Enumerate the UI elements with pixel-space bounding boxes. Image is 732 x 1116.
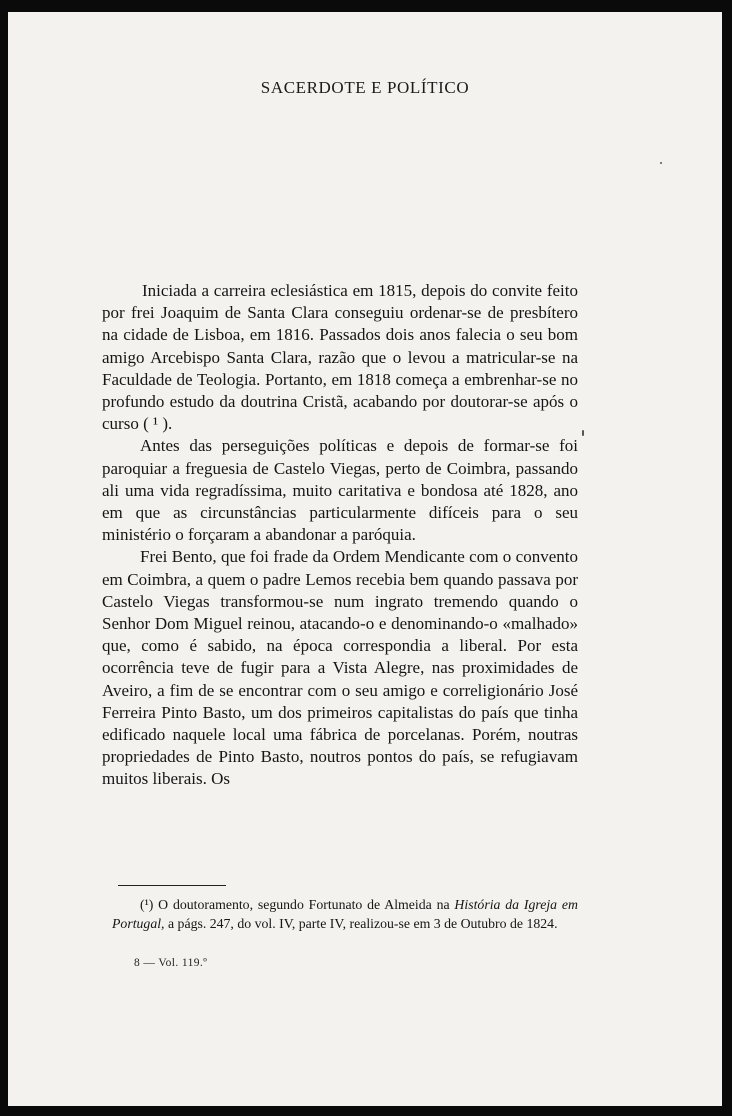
running-head: SACERDOTE E POLÍTICO: [260, 78, 470, 97]
book-page: [8, 12, 722, 1106]
paragraph-3: Frei Bento, que foi frade da Ordem Mendicante com o convento em Coimbra, a quem o padre Lemos recebia bem quando passava por Castelo Viegas transformou-se num ingrato tremendo quando o Senhor Dom Miguel reinou, atacando-o e denominando-o «malhado» que, como é sabido, na época correspondia a liberal. Por esta ocorrência teve de fugir para a Vista Alegre, nas proximidades de Aveiro, a fim de se encontrar com o seu amigo e correligionário José Ferreira Pinto Basto, um dos primeiros capitalistas do país que tinha edificado naquele local uma fábrica de porcelanas. Porém, noutras propriedades de Pinto Basto, noutros pontos do país, se refugiavam muitos liberais. Os: [102, 547, 578, 789]
paragraph-1-text: Iniciada a carreira eclesiástica em 1815, depois do convite feito por frei Joaquim de Santa Clara conseguiu ordenar-se de presbítero na cidade de Lisboa, em 1816. Passados dois anos falecia o seu bom amigo Arcebispo Santa Clara, razão que o levou a matricular-se na Faculdade de Teologia. Portanto, em 1818 começa a embrenhar-se no profundo estudo da doutrina Cristã, acabando por doutorar-se após o curso: [102, 281, 578, 434]
footnote: [112, 895, 578, 933]
footnote-reference: ( ¹ ).: [143, 414, 173, 434]
footnote-marker: (¹): [140, 897, 154, 912]
body-text: [102, 280, 578, 791]
footnote-text-before: O doutoramento, segundo Fortunato de Almeida na: [158, 897, 450, 912]
paper-speck: [582, 430, 584, 436]
footnote-paragraph: [112, 895, 578, 933]
footnote-book-title: História da Igreja em Portugal,: [112, 897, 578, 931]
footnote-text-after: a págs. 247, do vol. IV, parte IV, realizou-se em 3 de Outubro de 1824.: [167, 916, 558, 931]
paragraph-2: Antes das perseguições políticas e depois de formar-se foi paroquiar a freguesia de Castelo Viegas, perto de Coimbra, passando ali uma vida regradíssima, muito caritativa e bondosa até 1828, ano em que as circunstâncias particularmente difíceis para o seu ministério o forçaram a abandonar a paróquia.: [102, 436, 578, 545]
paper-speck: [660, 162, 662, 164]
footnote-rule: [118, 885, 226, 886]
printer-signature: 8 — Vol. 119.º: [134, 957, 208, 969]
paragraph-1: [102, 280, 578, 435]
